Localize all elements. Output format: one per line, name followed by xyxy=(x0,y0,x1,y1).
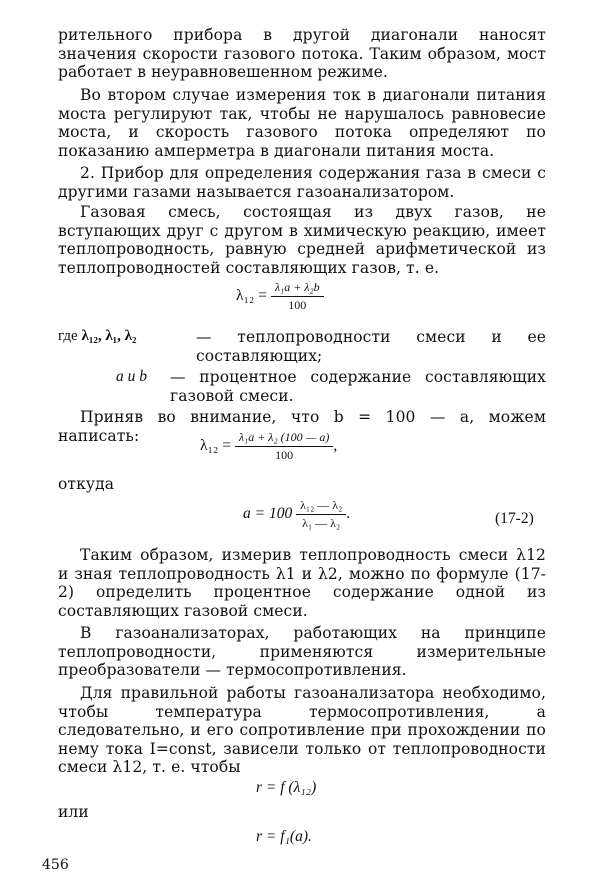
paragraph-5: Приняв во внимание, что b = 100 — a, можем написать: xyxy=(58,408,546,445)
formula-2-lhs: λ₁₂ = xyxy=(200,437,231,455)
ab-symbols: a и b xyxy=(116,368,147,385)
where-definition: где λ₁₂, λ₁, λ₂ xyxy=(58,328,137,344)
formula-3-lhs: a = 100 xyxy=(243,505,293,523)
formula-2-comma: , xyxy=(333,437,338,455)
equation-number: (17-2) xyxy=(495,510,534,527)
paragraph-7: В газоанализаторах, работающих на принципе теплопроводности, применяются измерительные преобразователи — термосопротивления. xyxy=(58,624,546,680)
paragraph-8: Для правильной работы газоанализатора необходимо, чтобы температура термосопротивления, а следовательно, и его сопротивление при прохождении по нему тока I=const, зависели только от теплопроводности смеси λ12, т. е. чтобы xyxy=(58,684,546,777)
page-number: 456 xyxy=(42,857,69,873)
formula-1-lhs: λ₁₂ = xyxy=(236,287,267,305)
formula-3 xyxy=(243,498,350,531)
paragraph-3: 2. Прибор для определения содержания газа в смеси с другими газами называется газоанализатором. xyxy=(58,164,546,201)
ili-label: или xyxy=(58,803,89,821)
paragraph-6: Таким образом, измерив теплопроводность смеси λ12 и зная теплопроводность λ1 и λ2, можно по формуле (17-2) определить процентное содержание одной из составляющих газовой смеси. xyxy=(58,546,546,620)
ab-text: — процентное содержание составляющих газовой смеси. xyxy=(170,368,546,405)
formula-3-period: . xyxy=(346,505,351,523)
formula-1-numerator: λ₁a + λ₂b xyxy=(271,280,324,297)
formula-1-denominator: 100 xyxy=(288,298,307,312)
formula-2-numerator: λ₁a + λ₂ (100 — a) xyxy=(235,430,334,447)
formula-2-denominator: 100 xyxy=(275,448,294,462)
otkuda-label: откуда xyxy=(58,475,115,493)
paragraph-1: рительного прибора в другой диагонали наносят значения скорости газового потока. Таким образом, мост работает в неуравновешенном режиме. xyxy=(58,26,546,82)
paragraph-2: Во втором случае измерения ток в диагонали питания моста регулируют так, чтобы не нарушалось равновесие моста, и скорость газового потока определяют по показанию амперметра в диагонали питания моста. xyxy=(58,86,546,160)
formula-3-denominator: λ₁ — λ₂ xyxy=(302,516,341,530)
formula-5: r = f₁(a). xyxy=(256,828,312,845)
formula-4: r = f (λ₁₂) xyxy=(256,779,317,796)
where-text: — теплопроводности смеси и ее составляющих; xyxy=(196,328,546,365)
formula-2 xyxy=(200,430,337,463)
where-symbols: λ₁₂, λ₁, λ₂ xyxy=(81,328,137,344)
paragraph-4: Газовая смесь, состоящая из двух газов, не вступающих друг с другом в химическую реакцию, имеет теплопроводность, равную средней арифметической из теплопроводностей составляющих газов, т. е. xyxy=(58,203,546,277)
formula-3-numerator: λ₁₂ — λ₂ xyxy=(296,498,346,515)
formula-1 xyxy=(236,280,324,313)
